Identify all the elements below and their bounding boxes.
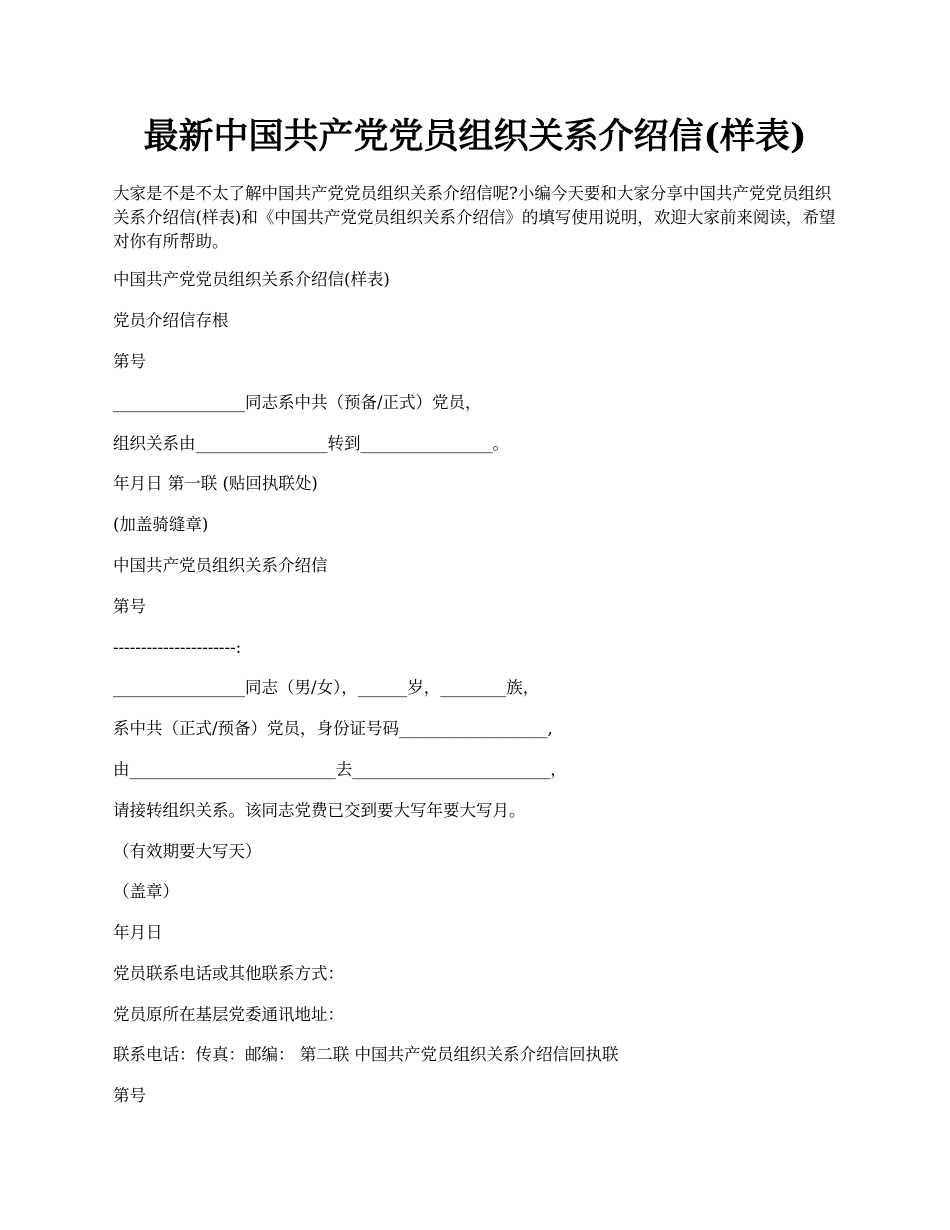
line-comrade-details: ________________同志（男/女），______岁，________族， <box>113 678 540 697</box>
line-number-2: 第号 <box>113 597 146 616</box>
line-member-id: 系中共（正式/预备）党员，身份证号码__________________, <box>113 719 553 738</box>
line-address: 党员原所在基层党委通讯地址： <box>113 1005 344 1024</box>
line-number-1: 第号 <box>113 352 146 371</box>
line-stamp: （盖章） <box>113 882 179 901</box>
line-transfer: 组织关系由________________转到________________。 <box>113 434 509 453</box>
line-from-to: 由_________________________去________________________， <box>113 760 567 779</box>
line-contact: 党员联系电话或其他联系方式： <box>113 964 344 983</box>
line-sample-heading: 中国共产党党员组织关系介绍信(样表) <box>113 270 390 289</box>
line-number-3: 第号 <box>113 1086 146 1105</box>
line-date: 年月日 <box>113 923 163 942</box>
line-addressee: ----------------------: <box>113 638 242 657</box>
line-comrade-member: ________________同志系中共（预备/正式）党员， <box>113 393 482 412</box>
line-phone-fax-receipt: 联系电话：传真：邮编： 第二联 中国共产党员组织关系介绍信回执联 <box>113 1045 619 1064</box>
intro-paragraph: 大家是不是不太了解中国共产党党员组织关系介绍信呢?小编今天要和大家分享中国共产党党员组织关系介绍信(样表)和《中国共产党党员组织关系介绍信》的填写使用说明，欢迎大家前来阅读，希望对你有所帮助。 <box>113 184 836 251</box>
line-letter-heading: 中国共产党员组织关系介绍信 <box>113 556 328 575</box>
line-dues: 请接转组织关系。该同志党费已交到要大写年要大写月。 <box>113 801 526 820</box>
line-validity: （有效期要大写天） <box>113 842 262 861</box>
line-date-first-copy: 年月日 第一联 (贴回执联处) <box>113 474 318 493</box>
line-stub-heading: 党员介绍信存根 <box>113 311 229 330</box>
line-seal-note: (加盖骑缝章) <box>113 515 209 534</box>
document-title: 最新中国共产党党员组织关系介绍信(样表) <box>143 116 807 157</box>
